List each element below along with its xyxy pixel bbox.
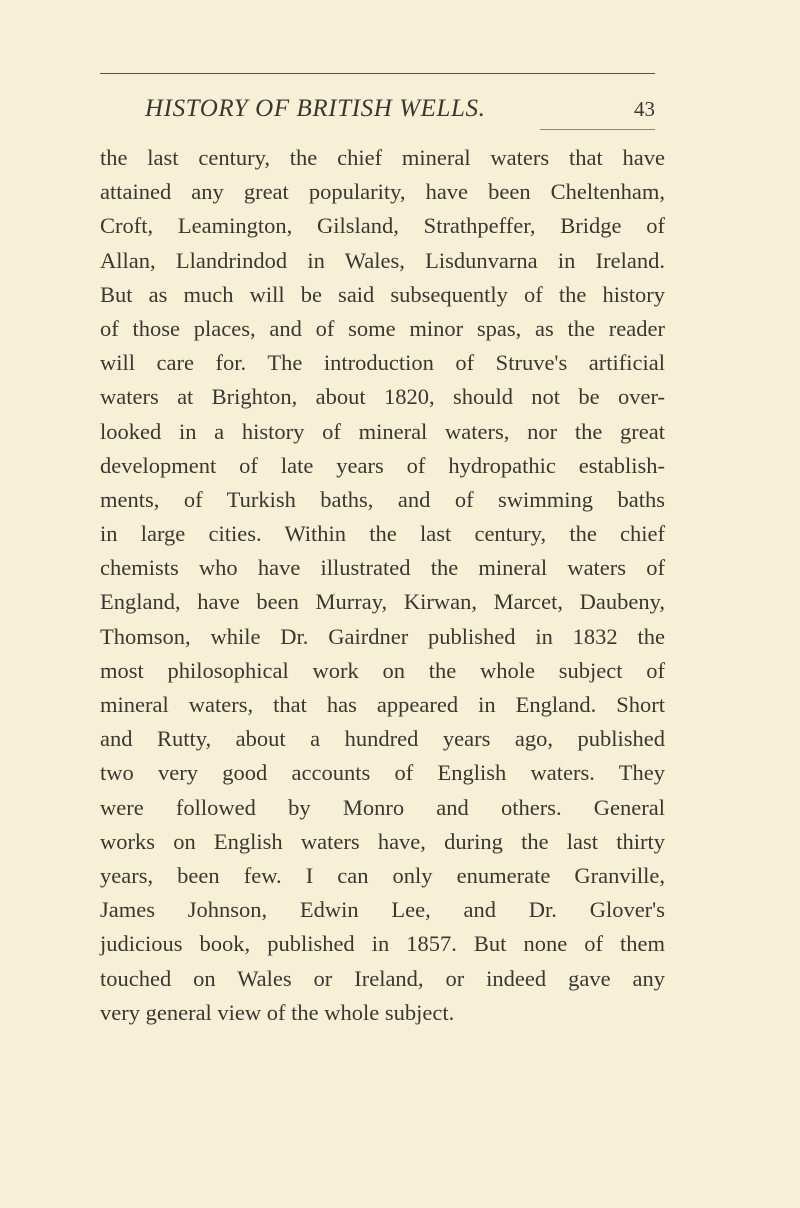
- text-line: and Rutty, about a hundred years ago, published: [100, 726, 665, 752]
- text-line: the last century, the chief mineral waters that have: [100, 145, 665, 170]
- text-line: waters at Brighton, about 1820, should not be over-: [100, 384, 665, 410]
- text-line: judicious book, published in 1857. But none of them: [100, 931, 665, 957]
- text-line: England, have been Murray, Kirwan, Marcet, Daubeny,: [100, 589, 665, 615]
- text-line: were followed by Monro and others. General: [100, 794, 665, 820]
- page-number: 43: [634, 97, 655, 121]
- running-head: [145, 94, 655, 124]
- text-line: chemists who have illustrated the mineral waters of: [100, 555, 665, 581]
- text-line: two very good accounts of English waters. They: [100, 760, 665, 786]
- text-line: attained any great popularity, have been Cheltenham,: [100, 179, 665, 205]
- header-top-rule: [100, 73, 655, 74]
- text-line: years, been few. I can only enumerate Granville,: [100, 862, 665, 888]
- text-line: touched on Wales or Ireland, or indeed gave any: [100, 965, 665, 991]
- text-line: in large cities. Within the last century, the chief: [100, 521, 665, 547]
- text-line: James Johnson, Edwin Lee, and Dr. Glover's: [100, 897, 665, 923]
- text-line: mineral waters, that has appeared in England. Short: [100, 692, 665, 717]
- text-line: of those places, and of some minor spas, as the reader: [100, 315, 665, 341]
- text-line: most philosophical work on the whole subject of: [100, 657, 665, 683]
- text-line: looked in a history of mineral waters, nor the great: [100, 418, 665, 444]
- text-line: Croft, Leamington, Gilsland, Strathpeffer, Bridge of: [100, 213, 665, 239]
- text-line: development of late years of hydropathic establish-: [100, 452, 665, 478]
- text-line: Allan, Llandrindod in Wales, Lisdunvarna in Ireland.: [100, 247, 665, 273]
- text-line: Thomson, while Dr. Gairdner published in 1832 the: [100, 623, 665, 649]
- body-paragraph: [100, 141, 665, 1030]
- text-line-last: very general view of the whole subject.: [100, 999, 455, 1025]
- text-line: will care for. The introduction of Struve's artificial: [100, 350, 665, 376]
- text-line: But as much will be said subsequently of the history: [100, 281, 665, 307]
- text-line: ments, of Turkish baths, and of swimming baths: [100, 486, 665, 512]
- running-head-title: HISTORY OF BRITISH WELLS.: [145, 95, 486, 122]
- text-line: works on English waters have, during the last thirty: [100, 828, 665, 854]
- header-bottom-rule: [540, 129, 655, 130]
